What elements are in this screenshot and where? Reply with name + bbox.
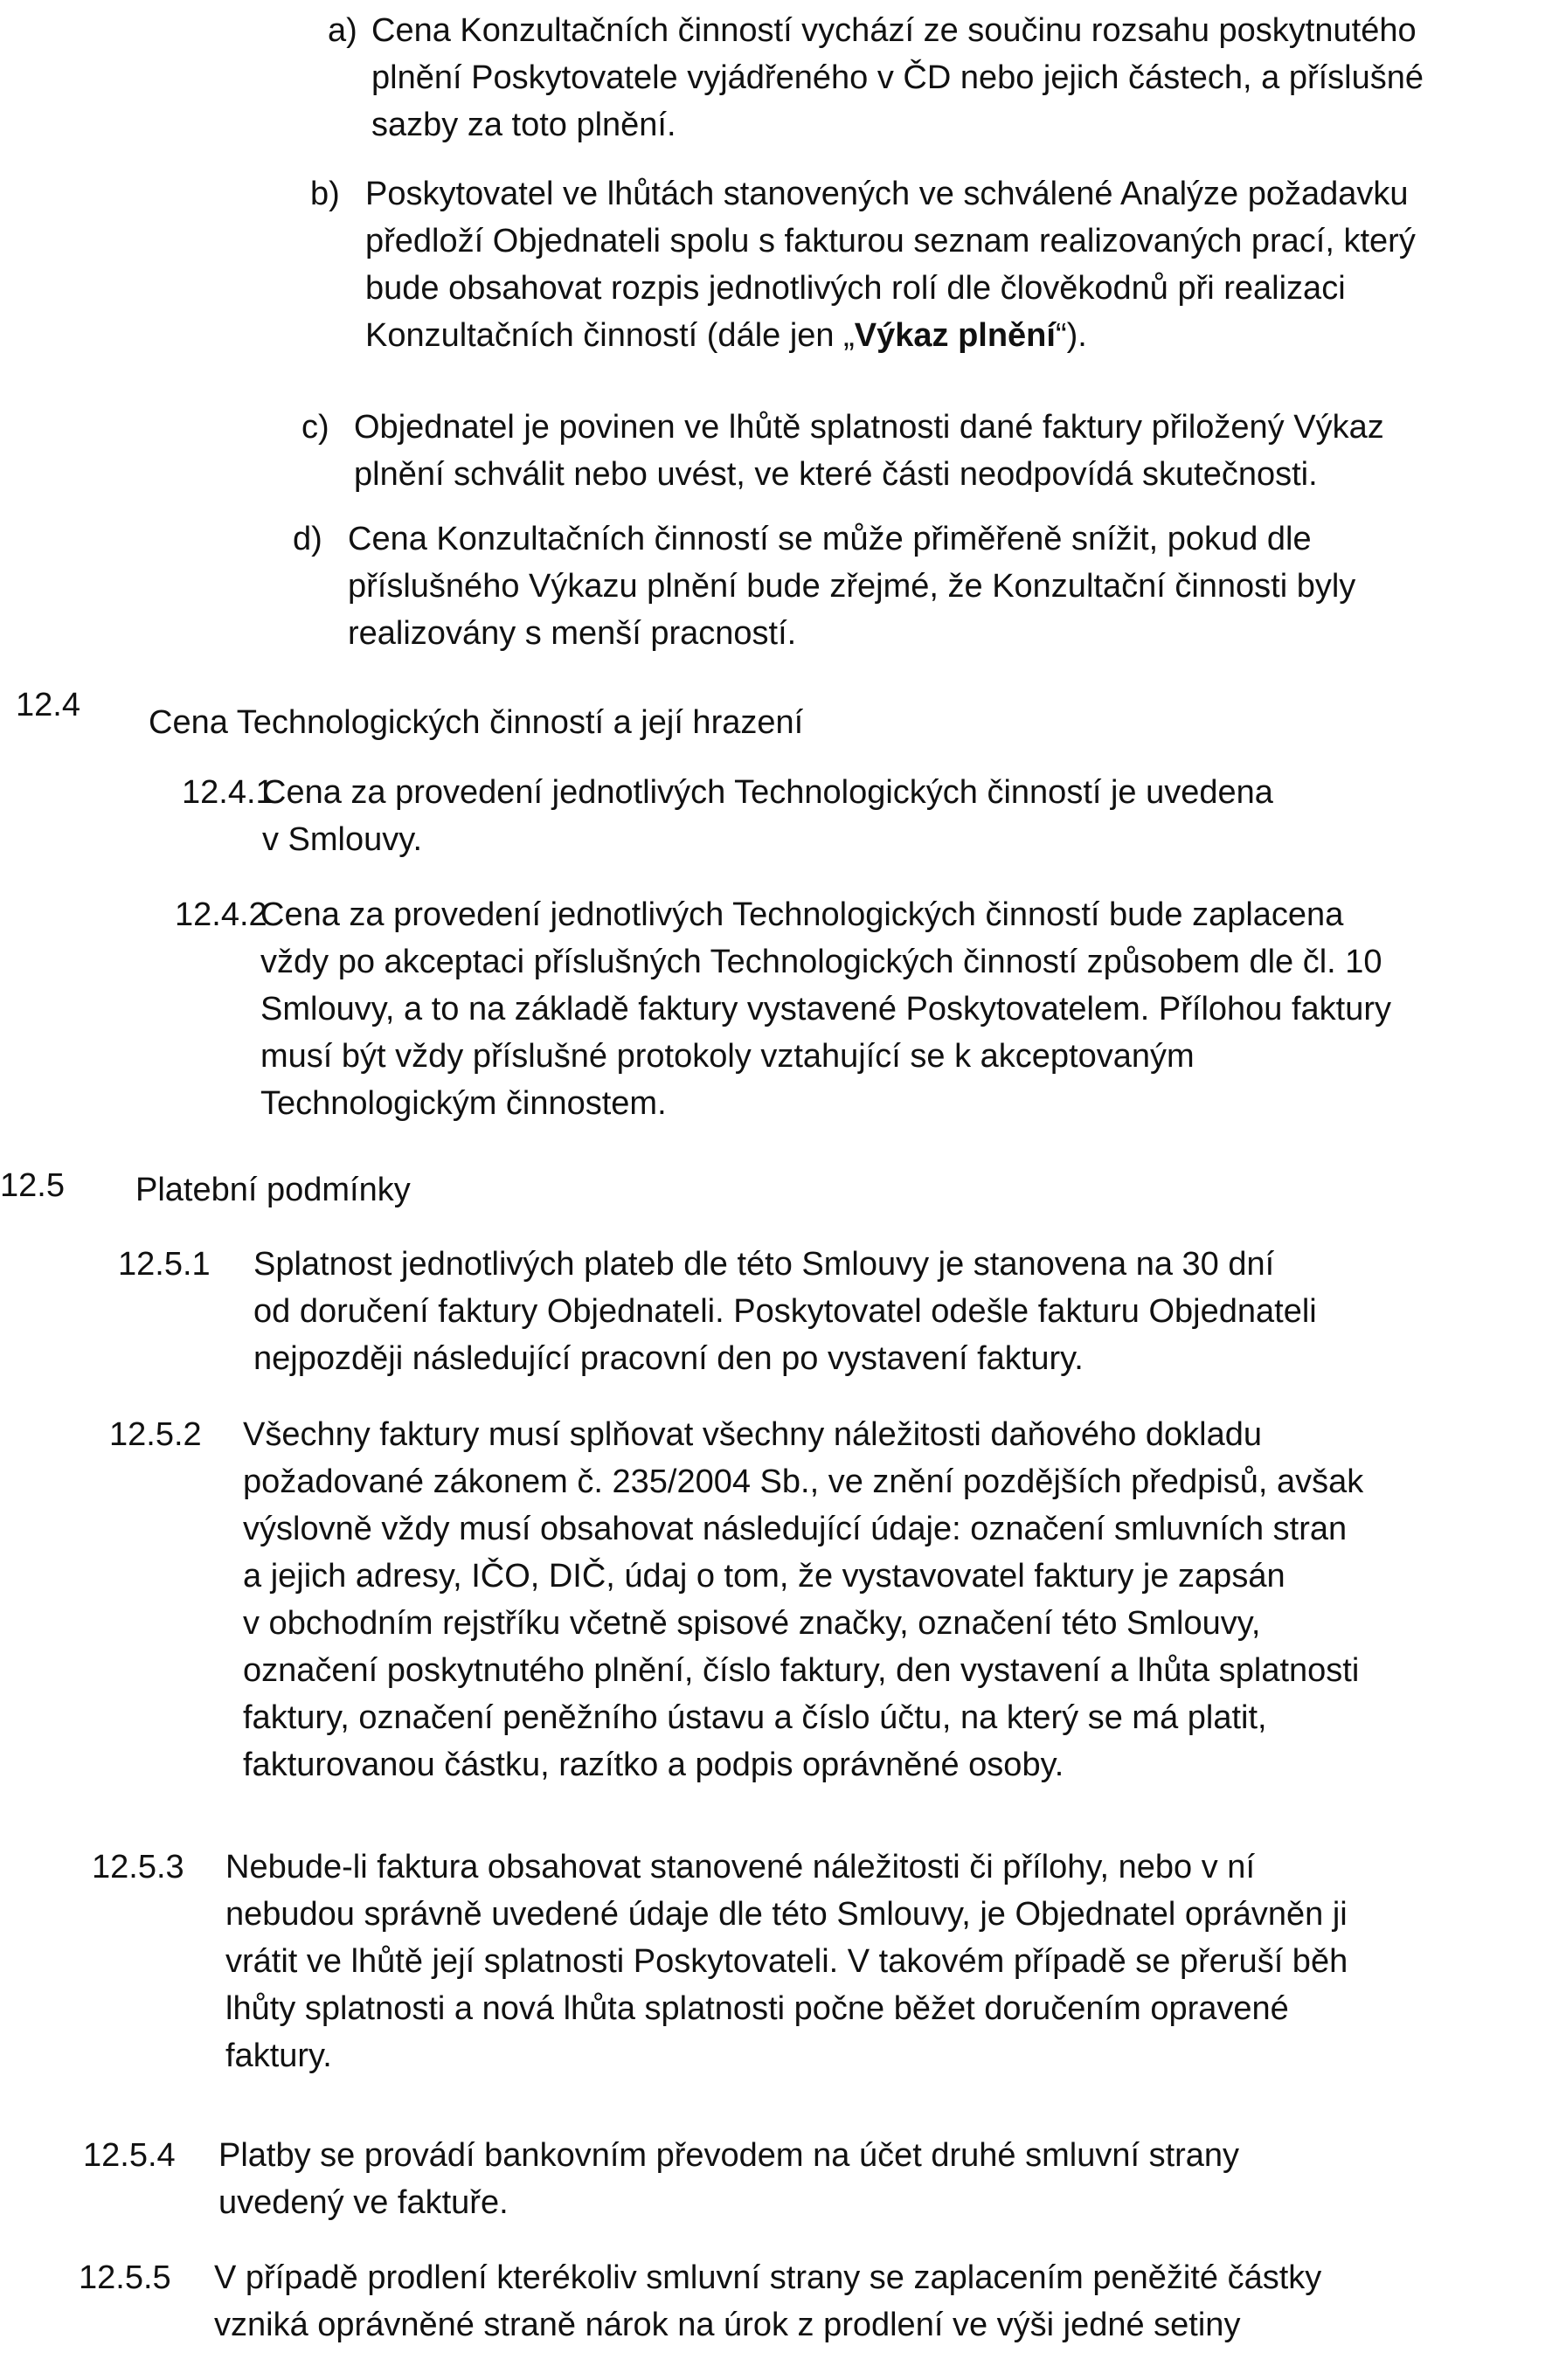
clause-line: musí být vždy příslušné protokoly vztahující se k akceptovaným bbox=[260, 1038, 1195, 1075]
clause-line: v Smlouvy. bbox=[262, 821, 423, 858]
clause-12-5-2 bbox=[243, 1411, 1519, 1788]
clause-line: fakturovanou částku, razítko a podpis oprávněné osoby. bbox=[243, 1747, 1064, 1783]
clause-line: v obchodním rejstříku včetně spisové značky, označení této Smlouvy, bbox=[243, 1605, 1261, 1642]
item-b-last-suffix: “). bbox=[1055, 317, 1087, 354]
clause-line: označení poskytnutého plnění, číslo faktury, den vystavení a lhůta splatnosti bbox=[243, 1652, 1360, 1689]
clause-12-5-3-number: 12.5.3 bbox=[92, 1849, 184, 1885]
clause-line: Všechny faktury musí splňovat všechny náležitosti daňového dokladu bbox=[243, 1416, 1262, 1453]
clause-line: faktury. bbox=[225, 2038, 332, 2074]
item-a bbox=[371, 7, 1542, 149]
clause-12-4-2 bbox=[260, 891, 1529, 1127]
item-c-label: c) bbox=[301, 409, 329, 446]
clause-line: Platby se provádí bankovním převodem na účet druhé smluvní strany bbox=[218, 2137, 1240, 2174]
clause-12-5-5 bbox=[214, 2254, 1503, 2349]
clause-12-5-5-number: 12.5.5 bbox=[79, 2259, 171, 2296]
clause-12-5-1-number: 12.5.1 bbox=[118, 1246, 211, 1283]
item-c bbox=[354, 404, 1542, 498]
clause-12-5-4 bbox=[218, 2132, 1503, 2226]
clause-line: Smlouvy, a to na základě faktury vystavené Poskytovatelem. Přílohou faktury bbox=[260, 991, 1392, 1027]
item-b-label: b) bbox=[310, 176, 340, 212]
section-12-5-title: Platební podmínky bbox=[135, 1172, 411, 1208]
clause-line: faktury, označení peněžního ústavu a číslo účtu, na který se má platit, bbox=[243, 1699, 1267, 1736]
clause-line: požadované zákonem č. 235/2004 Sb., ve znění pozdějších předpisů, avšak bbox=[243, 1463, 1364, 1500]
clause-12-4-2-number: 12.4.2 bbox=[175, 896, 267, 933]
clause-12-4-1-number: 12.4.1 bbox=[182, 774, 274, 811]
clause-line: Splatnost jednotlivých plateb dle této Smlouvy je stanovena na 30 dní bbox=[253, 1246, 1275, 1283]
clause-line: od doručení faktury Objednateli. Poskytovatel odešle fakturu Objednateli bbox=[253, 1293, 1317, 1330]
clause-12-4-1 bbox=[262, 769, 1529, 863]
item-b-line: bude obsahovat rozpis jednotlivých rolí dle člověkodnů při realizaci bbox=[365, 270, 1346, 307]
item-c-line: Objednatel je povinen ve lhůtě splatnosti dané faktury přiložený Výkaz bbox=[354, 409, 1384, 446]
item-a-line: sazby za toto plnění. bbox=[371, 107, 676, 143]
clause-line: Cena za provedení jednotlivých Technologických činností bude zaplacena bbox=[260, 896, 1344, 933]
clause-12-5-4-number: 12.5.4 bbox=[83, 2137, 176, 2174]
clause-line: Nebude-li faktura obsahovat stanovené náležitosti či přílohy, nebo v ní bbox=[225, 1849, 1255, 1885]
item-b-line: Poskytovatel ve lhůtách stanovených ve schválené Analýze požadavku bbox=[365, 176, 1409, 212]
item-d-label: d) bbox=[293, 521, 322, 557]
clause-line: Cena za provedení jednotlivých Technologických činností je uvedena bbox=[262, 774, 1273, 811]
clause-line: Technologickým činnostem. bbox=[260, 1085, 667, 1122]
item-d-line: realizovány s menší pracností. bbox=[348, 615, 797, 652]
clause-line: V případě prodlení kterékoliv smluvní strany se zaplacením peněžité částky bbox=[214, 2259, 1322, 2296]
item-a-line: Cena Konzultačních činností vychází ze součinu rozsahu poskytnutého bbox=[371, 12, 1417, 49]
clause-12-5-2-number: 12.5.2 bbox=[109, 1416, 202, 1453]
clause-line: vzniká oprávněné straně nárok na úrok z prodlení ve výši jedné setiny bbox=[214, 2307, 1241, 2343]
item-b-last-line bbox=[365, 312, 1542, 359]
clause-line: výslovně vždy musí obsahovat následující údaje: označení smluvních stran bbox=[243, 1511, 1348, 1547]
item-d-line: Cena Konzultačních činností se může přiměřeně snížit, pokud dle bbox=[348, 521, 1312, 557]
section-12-5-number: 12.5 bbox=[0, 1167, 65, 1204]
item-d-line: příslušného Výkazu plnění bude zřejmé, že Konzultační činnosti byly bbox=[348, 568, 1356, 605]
clause-line: nejpozději následující pracovní den po vystavení faktury. bbox=[253, 1340, 1084, 1377]
clause-12-5-3 bbox=[225, 1844, 1510, 2079]
section-12-4-title: Cena Technologických činností a její hrazení bbox=[149, 704, 804, 741]
item-d bbox=[348, 515, 1542, 657]
clause-line: uvedený ve faktuře. bbox=[218, 2184, 509, 2221]
item-c-line: plnění schválit nebo uvést, ve které části neodpovídá skutečnosti. bbox=[354, 456, 1318, 493]
item-b-line: předloží Objednateli spolu s fakturou seznam realizovaných prací, který bbox=[365, 223, 1416, 259]
clause-line: a jejich adresy, IČO, DIČ, údaj o tom, že vystavovatel faktury je zapsán bbox=[243, 1558, 1285, 1595]
section-12-4-number: 12.4 bbox=[16, 687, 80, 723]
clause-12-5-1 bbox=[253, 1241, 1521, 1382]
item-b bbox=[365, 170, 1542, 359]
term-vykaz-plneni: Výkaz plnění bbox=[854, 317, 1056, 354]
item-a-label: a) bbox=[328, 12, 357, 49]
item-a-line: plnění Poskytovatele vyjádřeného v ČD nebo jejich částech, a příslušné bbox=[371, 59, 1424, 96]
clause-line: lhůty splatnosti a nová lhůta splatnosti počne běžet doručením opravené bbox=[225, 1990, 1289, 2027]
clause-line: vrátit ve lhůtě její splatnosti Poskytovateli. V takovém případě se přeruší běh bbox=[225, 1943, 1348, 1980]
clause-line: vždy po akceptaci příslušných Technologických činností způsobem dle čl. 10 bbox=[260, 944, 1382, 980]
item-b-last-prefix: Konzultačních činností (dále jen „ bbox=[365, 317, 855, 354]
clause-line: nebudou správně uvedené údaje dle této Smlouvy, je Objednatel oprávněn ji bbox=[225, 1896, 1348, 1933]
